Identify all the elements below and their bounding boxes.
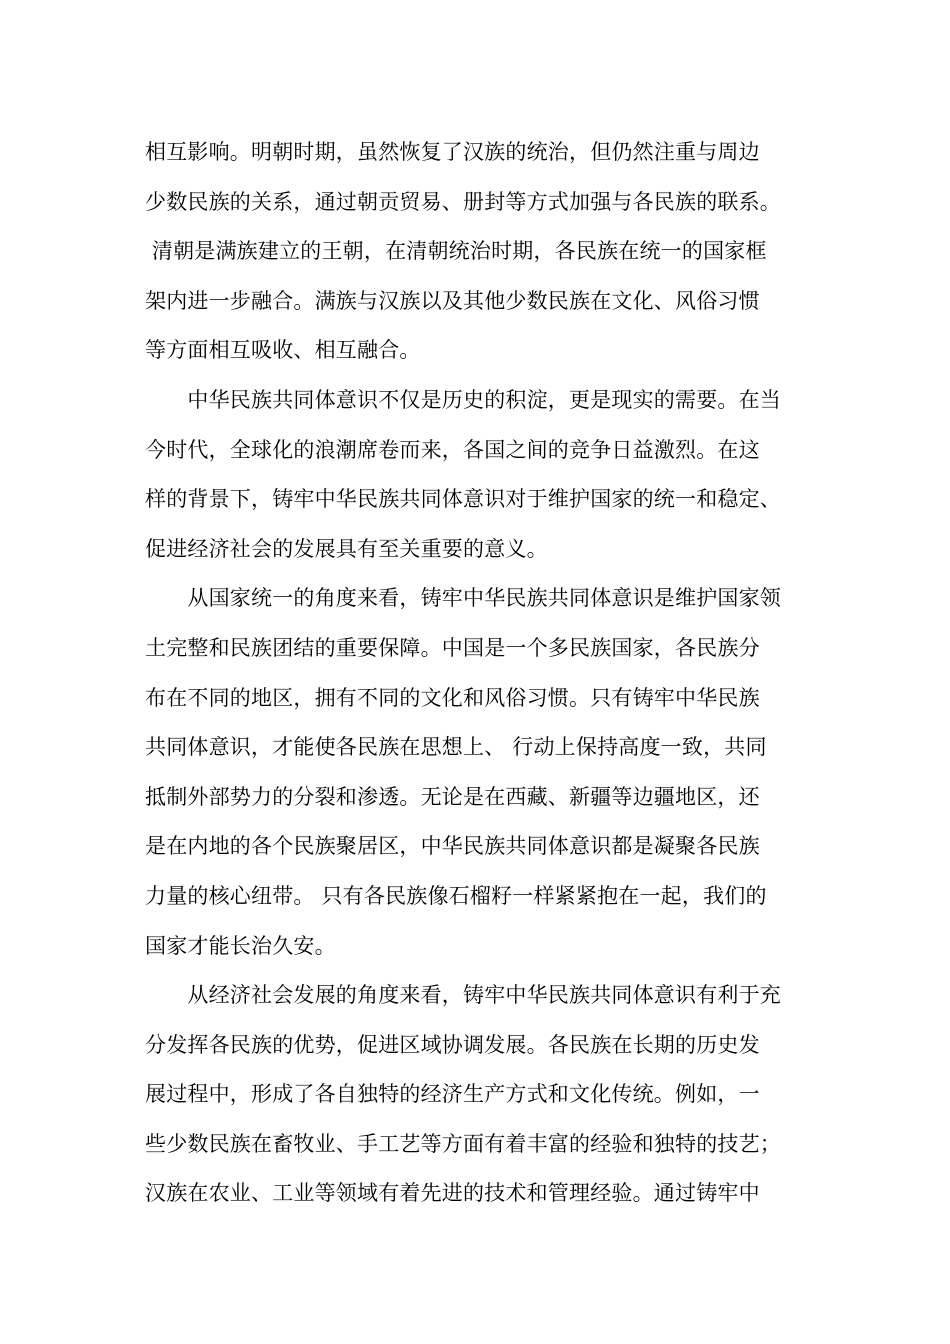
text-line: 抵制外部势力的分裂和渗透。无论是在西藏、新疆等边疆地区，还 xyxy=(145,784,760,809)
text-line: 今时代，全球化的浪潮席卷而来，各国之间的竞争日益激烈。在这 xyxy=(145,437,760,462)
text-line: 汉族在农业、工业等领域有着先进的技术和管理经验。通过铸牢中 xyxy=(145,1181,760,1206)
text-line: 从经济社会发展的角度来看，铸牢中华民族共同体意识有利于充 xyxy=(145,983,781,1008)
body-text xyxy=(145,128,825,1219)
text-line: 国家才能长治久安。 xyxy=(145,933,336,958)
text-line: 分发挥各民族的优势，促进区域协调发展。各民族在长期的历史发 xyxy=(145,1032,760,1057)
text-line: 少数民族的关系，通过朝贡贸易、册封等方式加强与各民族的联系。 xyxy=(145,189,781,214)
text-line: 布在不同的地区，拥有不同的文化和风俗习惯。只有铸牢中华民族 xyxy=(145,685,760,710)
text-line: 等方面相互吸收、相互融合。 xyxy=(145,338,421,363)
text-line: 是在内地的各个民族聚居区，中华民族共同体意识都是凝聚各民族 xyxy=(145,834,760,859)
text-line: 中华民族共同体意识不仅是历史的积淀，更是现实的需要。在当 xyxy=(145,387,781,412)
text-line: 从国家统一的角度来看，铸牢中华民族共同体意识是维护国家领 xyxy=(145,586,781,611)
text-line: 土完整和民族团结的重要保障。中国是一个多民族国家，各民族分 xyxy=(145,635,760,660)
text-line: 清朝是满族建立的王朝，在清朝统治时期，各民族在统一的国家框 xyxy=(145,239,767,264)
text-line: 力量的核心纽带。 只有各民族像石榴籽一样紧紧抱在一起，我们的 xyxy=(145,883,767,908)
text-line: 促进经济社会的发展具有至关重要的意义。 xyxy=(145,536,548,561)
text-line: 展过程中，形成了各自独特的经济生产方式和文化传统。例如，一 xyxy=(145,1082,760,1107)
text-line: 些少数民族在畜牧业、手工艺等方面有着丰富的经验和独特的技艺； xyxy=(145,1131,781,1156)
text-line: 相互影响。明朝时期，虽然恢复了汉族的统治，但仍然注重与周边 xyxy=(145,140,760,164)
text-line: 样的背景下，铸牢中华民族共同体意识对于维护国家的统一和稳定、 xyxy=(145,487,781,512)
text-line: 架内进一步融合。满族与汉族以及其他少数民族在文化、风俗习惯 xyxy=(145,288,760,313)
text-line: 共同体意识，才能使各民族在思想上、 行动上保持高度一致，共同 xyxy=(145,735,767,760)
